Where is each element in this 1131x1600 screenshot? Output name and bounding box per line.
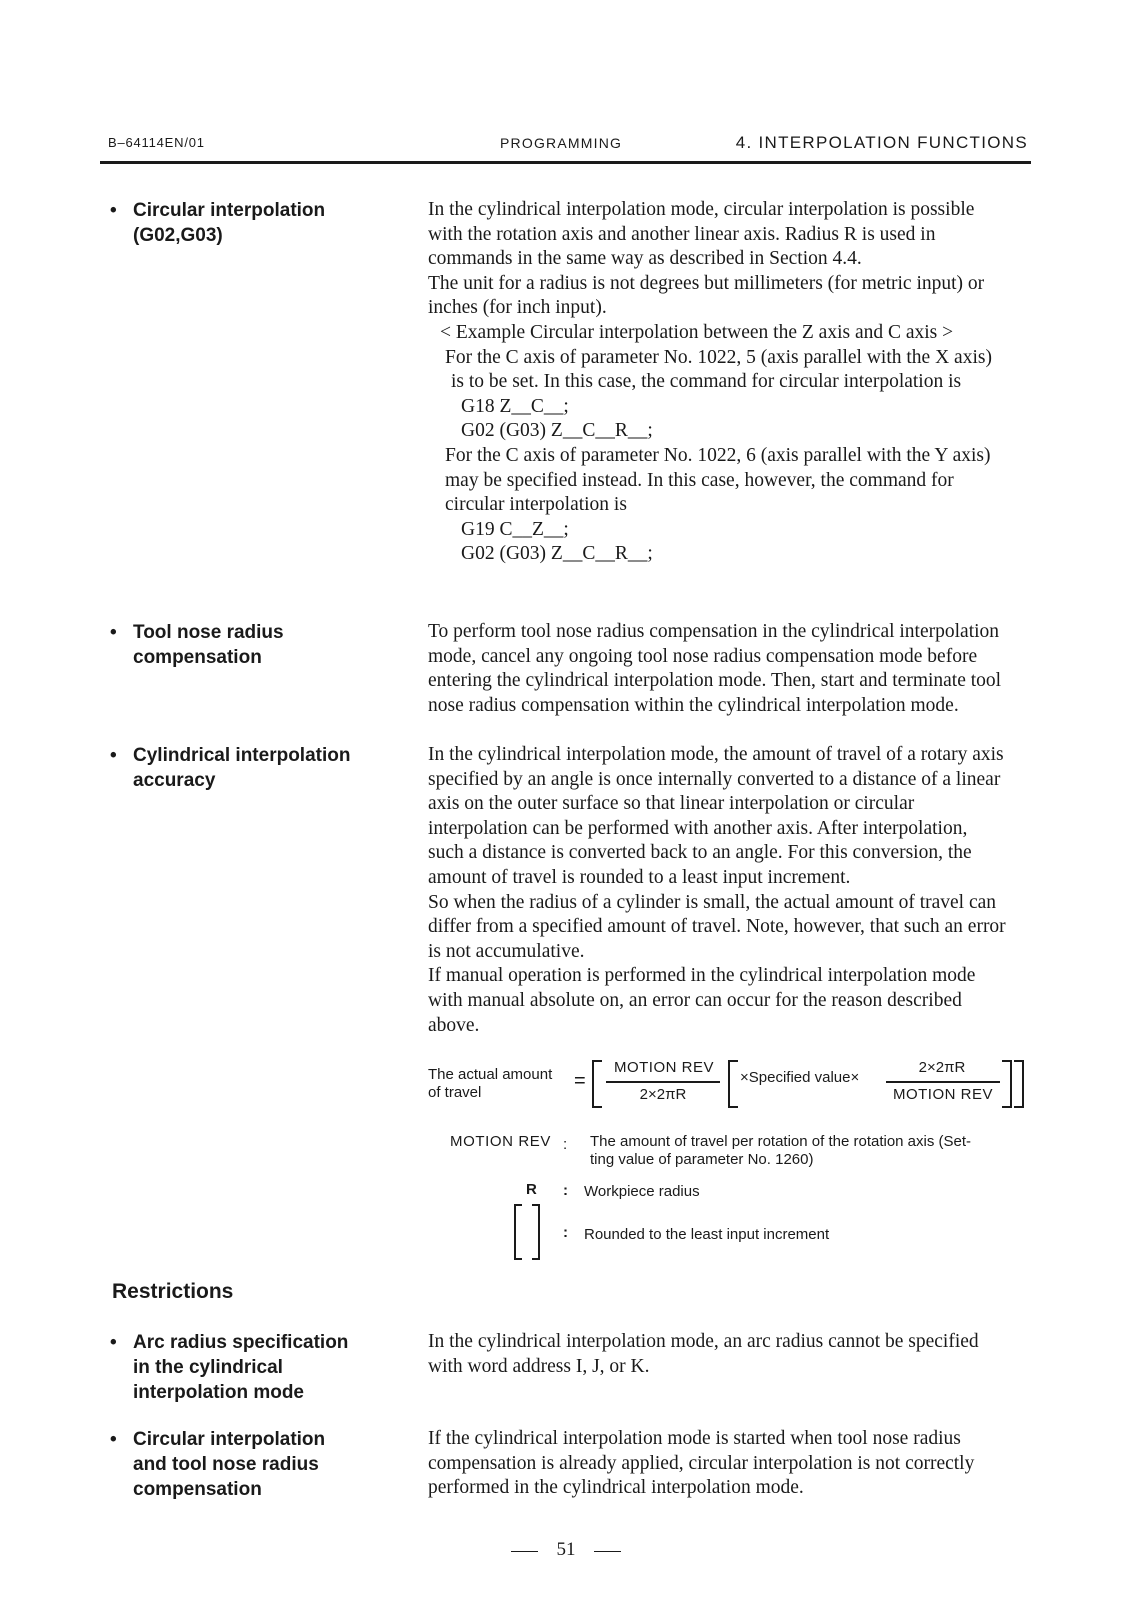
legend-motion-rev-description <box>590 1133 971 1169</box>
formula-middle-term: ×Specified value× <box>740 1069 860 1086</box>
text-line: For the C axis of parameter No. 1022, 6 (axis parallel with the Y axis) <box>445 444 991 466</box>
text-line: specified by an angle is once internally converted to a distance of a linear <box>428 768 1001 790</box>
topic-arc-radius-specification <box>110 1330 400 1405</box>
legend-bracket-description: Rounded to the least input increment <box>584 1226 830 1243</box>
text-line: In the cylindrical interpolation mode, circular interpolation is possible <box>428 199 975 220</box>
legend-r-term: R <box>526 1181 537 1198</box>
text-line: commands in the same way as described in Section 4.4. <box>428 248 862 270</box>
topic-line: in the cylindrical <box>133 1357 283 1378</box>
code-line: G18 Z__C__; <box>461 395 569 417</box>
legend-line: ting value of parameter No. 1260) <box>590 1151 814 1168</box>
topic-line: accuracy <box>133 770 216 791</box>
chapter-title: 4. INTERPOLATION FUNCTIONS <box>735 133 1028 152</box>
code-line: G02 (G03) Z__C__R__; <box>461 420 653 442</box>
formula-lhs-line: The actual amount <box>428 1066 553 1083</box>
formula-fraction1-line <box>606 1081 720 1083</box>
topic-line: Circular interpolation <box>133 1429 326 1450</box>
topic-line: Circular interpolation <box>133 200 326 221</box>
bullet: • <box>110 745 117 766</box>
section-title: PROGRAMMING <box>500 135 623 151</box>
text-line: If manual operation is performed in the cylindrical interpolation mode <box>428 965 976 987</box>
text-line: is to be set. In this case, the command for circular interpolation is <box>451 371 962 393</box>
legend-r-description: Workpiece radius <box>584 1183 700 1200</box>
text-line: In the cylindrical interpolation mode, the amount of travel of a rotary axis <box>428 744 1004 765</box>
document-id: B–64114EN/01 <box>108 135 205 150</box>
formula-lhs <box>428 1066 552 1102</box>
text-line: For the C axis of parameter No. 1022, 5 (axis parallel with the X axis) <box>445 346 992 368</box>
topic-line: Tool nose radius <box>133 622 284 643</box>
bullet: • <box>110 1332 117 1353</box>
legend-colon: : <box>563 1182 568 1199</box>
formula-fraction2-denominator: MOTION REV <box>892 1086 993 1103</box>
legend-line: The amount of travel per rotation of the rotation axis (Set- <box>590 1133 972 1150</box>
topic-line: Arc radius specification <box>133 1332 349 1353</box>
text-line: above. <box>428 1014 480 1036</box>
formula-inner-bracket-right <box>1002 1060 1012 1108</box>
text-line: is not accumulative. <box>428 940 585 962</box>
formula-fraction2-numerator: 2×2πR <box>918 1059 966 1076</box>
topic-line: (G02,G03) <box>133 225 223 246</box>
text-line: amount of travel is rounded to a least input increment. <box>428 866 851 888</box>
legend-bracket-right <box>532 1204 540 1260</box>
topic-tool-nose-radius-compensation <box>110 620 400 670</box>
topic-line: compensation <box>133 1479 262 1500</box>
text-line: The unit for a radius is not degrees but millimeters (for metric input) or <box>428 272 985 294</box>
text-line: such a distance is converted back to an angle. For this conversion, the <box>428 842 972 864</box>
formula-inner-bracket-left <box>728 1060 738 1108</box>
topic-cylindrical-interpolation-accuracy <box>110 743 400 793</box>
formula-fraction1-numerator: MOTION REV <box>613 1059 714 1076</box>
text-line: If the cylindrical interpolation mode is started when tool nose radius <box>428 1428 961 1449</box>
text-line: with word address I, J, or K. <box>428 1355 650 1377</box>
text-line: To perform tool nose radius compensation in the cylindrical interpolation <box>428 621 1000 642</box>
page-number-dash-right <box>594 1551 621 1552</box>
formula-lhs-line: of travel <box>428 1084 482 1101</box>
text-line: In the cylindrical interpolation mode, an arc radius cannot be specified <box>428 1331 979 1352</box>
text-line: mode, cancel any ongoing tool nose radius compensation mode before <box>428 645 978 667</box>
restrictions-heading: Restrictions <box>112 1280 234 1303</box>
tool-nose-radius-text <box>428 620 1031 718</box>
bullet: • <box>110 622 117 643</box>
text-line: compensation is already applied, circular interpolation is not correctly <box>428 1452 975 1474</box>
topic-line: Cylindrical interpolation <box>133 745 351 766</box>
example-heading: < Example Circular interpolation between the Z axis and C axis > <box>440 321 954 343</box>
topic-line: interpolation mode <box>133 1382 304 1403</box>
circular-compensation-text <box>428 1427 1031 1501</box>
legend-colon: : <box>563 1136 568 1153</box>
text-line: circular interpolation is <box>445 494 627 516</box>
text-line: may be specified instead. In this case, however, the command for <box>445 469 954 491</box>
text-line: with manual absolute on, an error can occur for the reason described <box>428 989 962 1011</box>
topic-circular-interpolation-and-compensation <box>110 1427 400 1502</box>
formula-fraction2-line <box>886 1081 1000 1083</box>
circular-interpolation-text <box>428 198 1031 567</box>
arc-radius-text <box>428 1330 1031 1379</box>
header-rule <box>100 161 1031 164</box>
page-number-dash-left <box>511 1551 538 1552</box>
text-line: entering the cylindrical interpolation mode. Then, start and terminate tool <box>428 670 1002 692</box>
topic-line: and tool nose radius <box>133 1454 319 1475</box>
accuracy-text <box>428 743 1031 1038</box>
legend-bracket-left <box>514 1204 522 1260</box>
formula-outer-bracket-right <box>1014 1060 1024 1108</box>
text-line: axis on the outer surface so that linear interpolation or circular <box>428 793 915 815</box>
formula-outer-bracket-left <box>592 1060 602 1108</box>
text-line: differ from a specified amount of travel. Note, however, that such an error <box>428 916 1006 938</box>
text-line: nose radius compensation within the cylindrical interpolation mode. <box>428 694 959 716</box>
formula-fraction1-denominator: 2×2πR <box>639 1086 687 1103</box>
bullet: • <box>110 1429 117 1450</box>
bullet: • <box>110 200 117 221</box>
text-line: interpolation can be performed with another axis. After interpolation, <box>428 817 968 839</box>
text-line: inches (for inch input). <box>428 297 607 319</box>
legend-colon: : <box>563 1224 568 1241</box>
legend-motion-rev-term: MOTION REV <box>450 1133 552 1150</box>
code-line: G02 (G03) Z__C__R__; <box>461 543 653 565</box>
topic-circular-interpolation <box>110 198 400 248</box>
text-line: with the rotation axis and another linear axis. Radius R is used in <box>428 223 936 245</box>
page-number: 51 <box>556 1539 576 1560</box>
topic-line: compensation <box>133 647 262 668</box>
text-line: performed in the cylindrical interpolation mode. <box>428 1477 804 1499</box>
code-line: G19 C__Z__; <box>461 518 569 540</box>
text-line: So when the radius of a cylinder is small, the actual amount of travel can <box>428 891 997 913</box>
formula-equals: = <box>574 1070 586 1092</box>
